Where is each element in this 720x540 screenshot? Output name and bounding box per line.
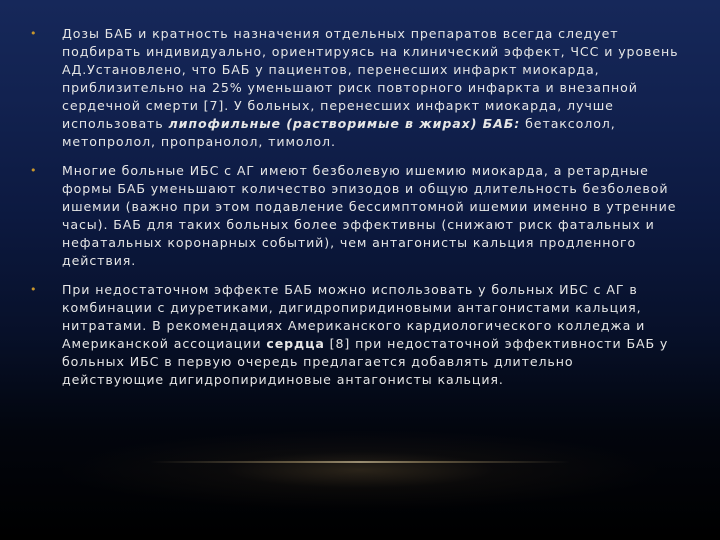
bold-text: сердца: [266, 336, 325, 351]
emphasis-text: липофильные (растворимые в жирах) БАБ:: [168, 116, 521, 131]
bullet-text: При недостаточном эффекте БАБ можно использовать у больных ИБС с АГ в комбинации с диуретиками, дигидропиридиновыми антагонистами кальция, нитратами. В рекомендациях Американского кардиологического колледжа и Американской ассоциации: [62, 282, 646, 351]
bullet-text: Многие больные ИБС с АГ имеют безболевую ишемию миокарда, а ретардные формы БАБ уменьшают количество эпизодов и общую длительность безболевой ишемии (важно при этом подавление бессимптомной ишемии именно в утренние часы). БАБ для таких больных более эффективны (снижают риск фатальных и нефатальных коронарных событий), чем антагонисты кальция продленного действия.: [62, 163, 677, 268]
bullet-text: Дозы БАБ и кратность назначения отдельных препаратов всегда следует подбирать индивидуально, ориентируясь на клинический эффект, ЧСС и уровень АД.Установлено, что БАБ у пациентов, перенесших инфаркт миокарда, приблизительно на 25% уменьшают риск повторного инфаркта и внезапной сердечной смерти [7]. У больных, перенесших инфаркт миокарда, лучше использовать: [62, 26, 679, 131]
bullet-item-silent-ischemia: [30, 162, 680, 270]
bullet-item-beta-blocker-dosing: [30, 25, 680, 151]
bullet-text: бетаксолол, метопролол, пропранолол, тимолол.: [62, 116, 616, 149]
bullet-list: [30, 25, 680, 400]
bullet-marker-icon: •: [30, 283, 38, 296]
decorative-glow-line: [150, 461, 570, 463]
bullet-marker-icon: •: [30, 27, 38, 40]
bullet-item-combination-therapy: [30, 281, 680, 389]
bullet-text: [8] при недостаточной эффективности БАБ у больных ИБС в первую очередь предлагается добавлять длительно действующие дигидропиридиновые антагонисты кальция.: [62, 336, 669, 387]
bullet-marker-icon: •: [30, 164, 38, 177]
